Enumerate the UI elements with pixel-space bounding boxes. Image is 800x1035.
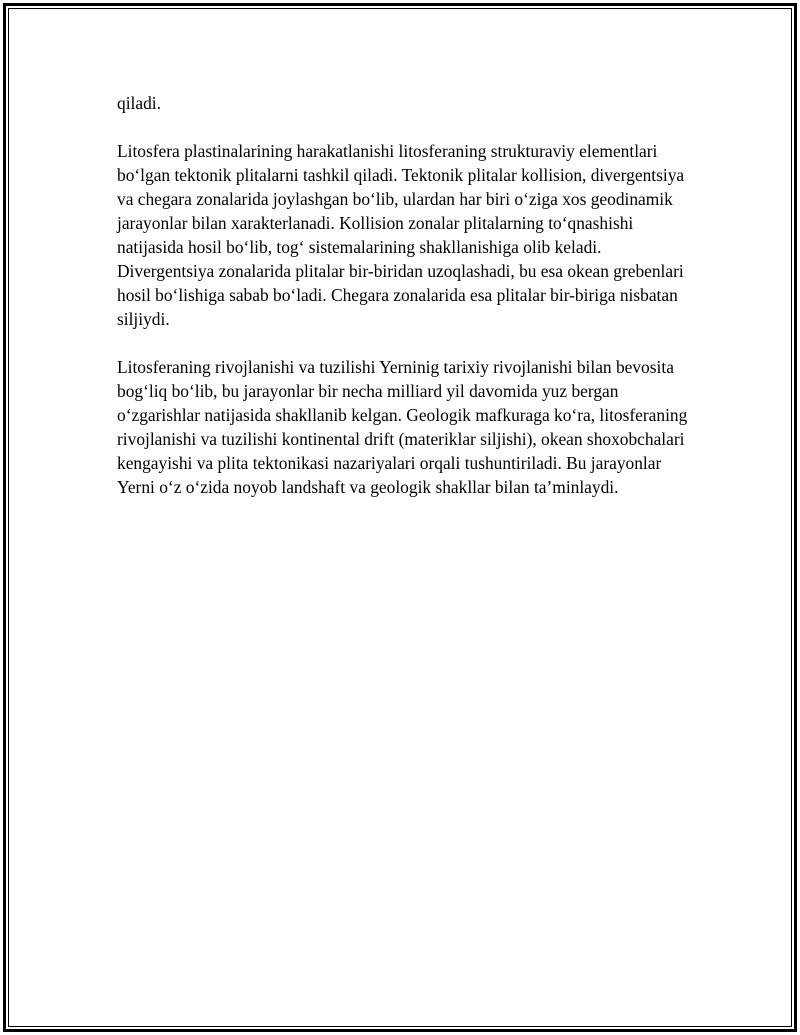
document-body [117,91,695,499]
paragraph-lithosphere-development: Litosferaning rivojlanishi va tuzilishi Yerninig tarixiy rivojlanishi bilan bevosita bog‘liq bo‘lib, bu jarayonlar bir necha milliard yil davomida yuz bergan o‘zgarishlar natijasida shakllanib kelgan. Geologik mafkuraga ko‘ra, litosferaning rivojlanishi va tuzilishi kontinental drift (materiklar siljishi), okean shoxobchalari kengayishi va plita tektonikasi nazariyalari orqali tushuntiriladi. Bu jarayonlar Yerni o‘z o‘zida noyob landshaft va geologik shakllar bilan ta’minlaydi. [117,357,688,497]
paragraph-continuation: qiladi. [117,93,161,113]
paragraph-tectonic-plates: Litosfera plastinalarining harakatlanishi litosferaning strukturaviy elementlari bo‘lgan tektonik plitalarni tashkil qiladi. Tektonik plitalar kollision, divergentsiya va chegara zonalarida joylashgan bo‘lib, ulardan har biri o‘ziga xos geodinamik jarayonlar bilan xarakterlanadi. Kollision zonalar plitalarning to‘qnashishi natijasida hosil bo‘lib, tog‘ sistemalarining shakllanishiga olib keladi. Divergentsiya zonalarida plitalar bir-biridan uzoqlashadi, bu esa okean grebenlari hosil bo‘lishiga sabab bo‘ladi. Chegara zonalarida esa plitalar bir-biriga nisbatan siljiydi. [117,141,685,329]
